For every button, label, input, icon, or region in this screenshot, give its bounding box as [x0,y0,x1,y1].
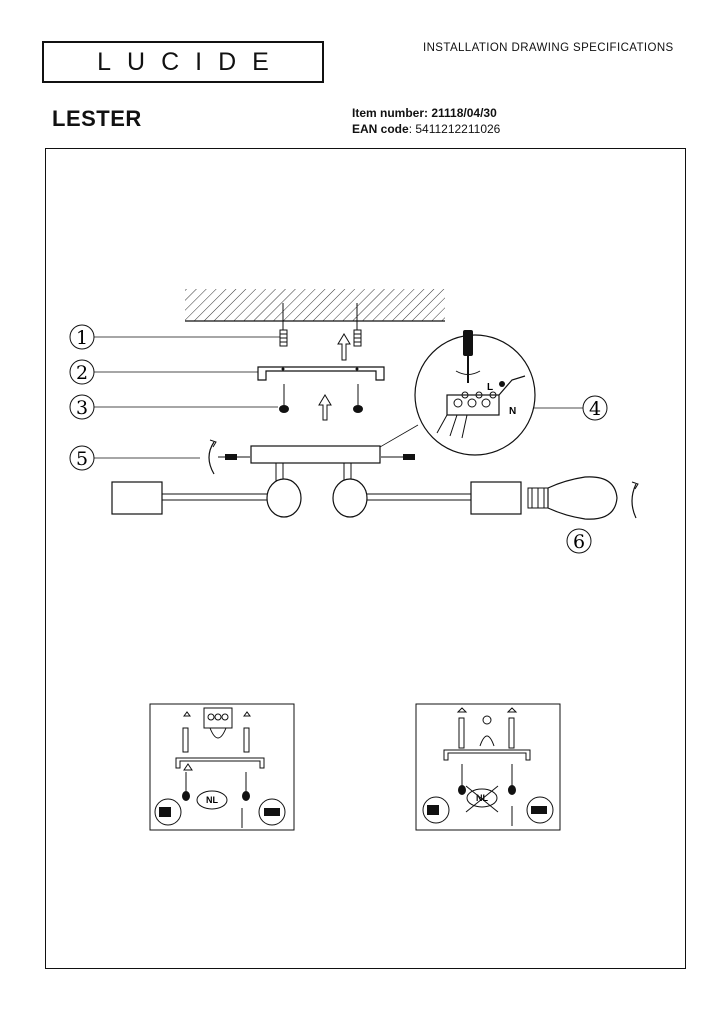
instruction-panel-right [416,704,560,830]
item-number-label: Item number: [352,106,429,120]
ean-code-label: EAN code [352,122,409,136]
callout-5-label: 5 [75,448,89,470]
up-arrow-icon [319,334,350,420]
product-name: LESTER [52,106,142,131]
instruction-panel-left [150,704,294,830]
terminal-detail [380,330,535,455]
rotate-arrow-icon [209,440,216,474]
callout-6-label: 6 [572,531,586,553]
right-panel-badge: NL [476,793,488,803]
callout-3-label: 3 [75,397,89,419]
callout-2-label: 2 [75,362,89,384]
brand-logo-text: LUCIDE [97,47,285,76]
wire-neutral-label: N [509,406,517,417]
screw-left [279,384,289,413]
wall-plug-left [280,330,287,346]
ceiling [185,289,445,321]
wall-plug-right [354,330,361,346]
document-title: INSTALLATION DRAWING SPECIFICATIONS [423,42,674,54]
light-bulb-icon [528,477,617,519]
callout-1-label: 1 [75,327,89,349]
left-panel-badge: NL [206,795,218,805]
wire-live-label: L [487,382,494,393]
item-number-value: 21118/04/30 [431,106,497,120]
callout-5 [70,446,200,470]
ean-code-value: : 5411212211026 [408,122,501,136]
callout-1 [70,325,280,349]
callout-2 [70,360,258,384]
callout-3 [70,395,278,419]
rotate-arrow-icon [632,482,638,518]
mounting-bracket [258,367,384,380]
callout-4-label: 4 [588,398,602,420]
screw-right [353,384,363,413]
